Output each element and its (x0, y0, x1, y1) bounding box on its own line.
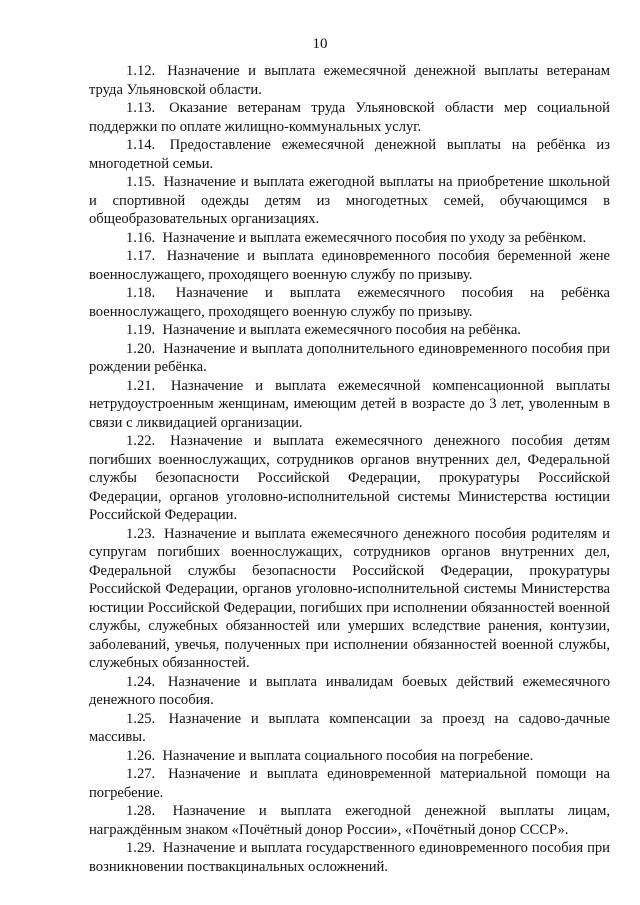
item-number: 1.29. (126, 840, 156, 856)
item-number: 1.13. (126, 100, 156, 116)
list-item (89, 229, 610, 248)
item-number: 1.19. (126, 322, 156, 338)
list-item (89, 802, 610, 839)
item-number: 1.12. (126, 63, 156, 79)
list-item (89, 377, 610, 433)
item-number: 1.24. (126, 673, 156, 690)
item-number: 1.18. (126, 285, 156, 301)
item-number: 1.16. (126, 229, 156, 246)
item-text: Назначение и выплата ежемесячного пособия на ребёнка военнослужащего, проходящего военную службу по призыву. (89, 285, 611, 320)
item-number: 1.26. (126, 747, 156, 764)
list-item (89, 247, 610, 284)
item-text: Назначение и выплата ежемесячной компенсационной выплаты нетрудоустроенным женщинам, имеющим детей в возрасте до 3 лет, уволенным в связи с ликвидацией организации. (89, 377, 610, 431)
list-item (89, 765, 610, 802)
item-number: 1.25. (126, 710, 156, 727)
item-text: Назначение и выплата ежемесячной денежной выплаты ветеранам труда Ульяновской области. (89, 63, 610, 98)
item-number: 1.14. (126, 137, 156, 153)
list-item (89, 284, 610, 321)
item-text: Назначение и выплата ежемесячного пособия на ребёнка. (162, 322, 521, 338)
item-text: Назначение и выплата ежегодной денежной выплаты лицам, награждённым знаком «Почётный донор России», «Почётный донор СССР». (89, 803, 611, 838)
item-text: Предоставление ежемесячной денежной выплаты на ребёнка из многодетной семьи. (89, 137, 610, 172)
item-number: 1.28. (126, 803, 156, 819)
list-item (89, 839, 610, 876)
item-text: Назначение и выплата инвалидам боевых действий ежемесячного денежного пособия. (89, 673, 610, 708)
page-number: 10 (312, 36, 328, 52)
item-text: Назначение и выплата ежемесячного денежного пособия родителям и супругам погибших военнослужащих, сотрудников органов внутренних дел, Федеральной службы безопасности Российской Федерации, прокуратуры Российской Федерации, органов уголовно-исполнительной системы Министерства юстиции Российской Федерации, погибших при исполнении обязанностей военной службы, служебных обязанностей или умерших вследствие ранения, контузии, заболеваний, увечья, полученных при исполнении обязанностей военной службы, служебных обязанностей. (89, 525, 610, 671)
item-number: 1.22. (126, 433, 156, 449)
list-item (89, 432, 610, 525)
list-item (89, 99, 610, 136)
item-number: 1.20. (126, 340, 156, 357)
item-number: 1.21. (126, 377, 156, 394)
item-number: 1.23. (126, 525, 156, 542)
item-text: Назначение и выплата единовременного пособия беременной жене военнослужащего, проходящего военную службу по призыву. (89, 248, 610, 283)
item-text: Назначение и выплата единовременной материальной помощи на погребение. (89, 766, 610, 801)
item-number: 1.17. (126, 248, 156, 264)
list-item (89, 525, 610, 673)
item-number: 1.15. (126, 174, 156, 190)
list-item (89, 710, 610, 747)
item-text: Назначение и выплата ежемесячного денежного пособия детям погибших военнослужащих, сотрудников органов внутренних дел, Федеральной службы безопасности Российской Федерации, прокуратуры Российской Федерации, органов уголовно-исполнительной системы Министерства юстиции Российской Федерации. (89, 433, 610, 523)
list-item (89, 136, 610, 173)
item-text: Назначение и выплата компенсации за проезд на садово-дачные массивы. (89, 710, 610, 745)
item-text: Назначение и выплата социального пособия на погребение. (162, 747, 534, 764)
list-item (89, 173, 610, 229)
list-item (89, 340, 610, 377)
list-item (89, 62, 610, 99)
list-item (89, 747, 610, 766)
item-number: 1.27. (126, 766, 156, 782)
item-text: Назначение и выплата дополнительного единовременного пособия при рождении ребёнка. (89, 340, 610, 375)
item-text: Назначение и выплата государственного единовременного пособия при возникновении поствакцинальных осложнений. (89, 840, 610, 875)
item-text: Назначение и выплата ежегодной выплаты на приобретение школьной и спортивной одежды детям из многодетных семей, обучающимся в общеобразовательных организациях. (89, 174, 610, 227)
item-text: Оказание ветеранам труда Ульяновской области мер социальной поддержки по оплате жилищно-коммунальных услуг. (89, 100, 610, 135)
list-item (89, 321, 610, 340)
item-text: Назначение и выплата ежемесячного пособия по уходу за ребёнком. (162, 229, 587, 246)
list-item (89, 673, 610, 710)
item-list (89, 62, 610, 876)
